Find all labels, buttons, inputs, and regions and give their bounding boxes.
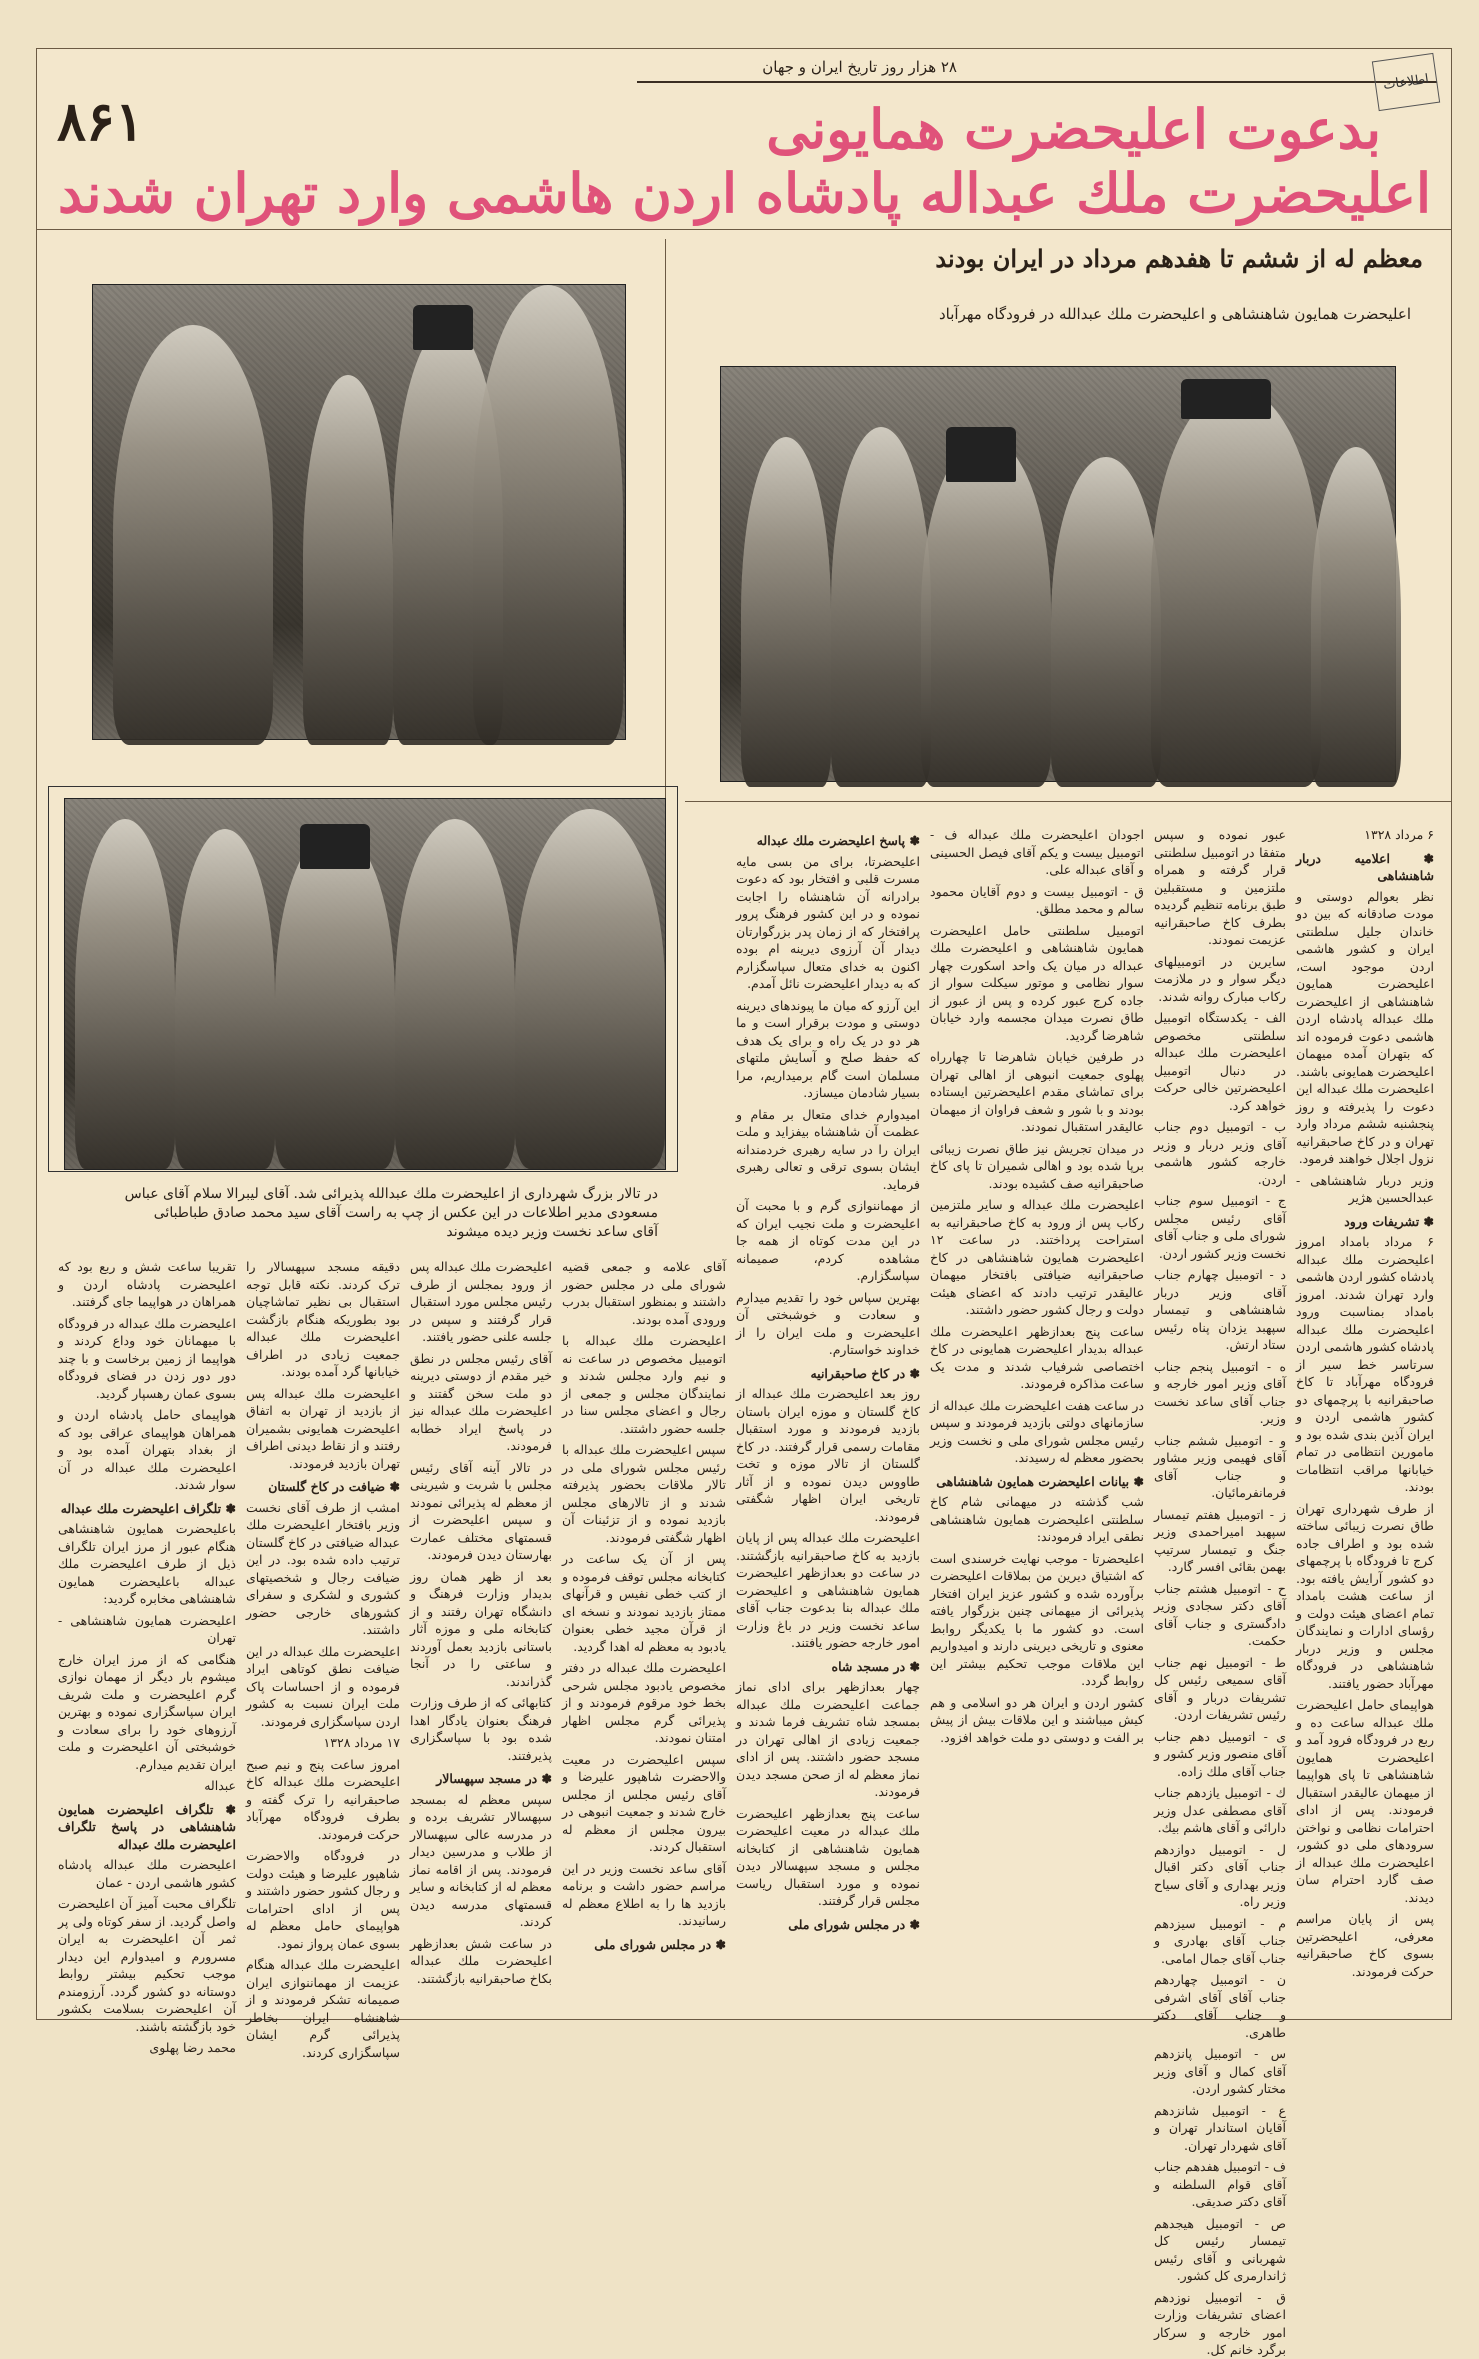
article-column-3 <box>930 826 1144 2006</box>
article-paragraph: سپس اعلیحضرت در معیت والاحضرت شاهپور علیرضا و آقای رئیس مجلس از مجلس خارج شدند و جمعیت انبوهی در بیرون مجلس از معظم له استقبال کردند. <box>562 1751 726 1854</box>
article-paragraph: ق - اتومبیل بیست و دوم آقایان محمود سالم و محمد مطلق. <box>930 883 1144 916</box>
article-subheading: ✽ در کاخ صاحبقرانیه <box>810 1365 920 1381</box>
article-paragraph: ساعت پنج بعدازظهر اعلیحضرت ملك عبداله بدیدار اعلیحضرت همایونی در کاخ اختصاصی شرفیاب شدند و مدت یک ساعت مذاکره فرمودند. <box>930 1323 1144 1391</box>
photo-caption-bottom <box>58 1185 658 1242</box>
caption-line: آقای ساعد نخست وزیر دیده میشوند <box>446 1224 658 1240</box>
article-paragraph: محمد رضا پهلوی <box>149 2040 236 2055</box>
article-paragraph: آقای علامه و جمعی قضیه شورای ملی در مجلس حضور داشتند و بمنظور استقبال بدرب ورودی آمده بودند. <box>562 1259 726 1327</box>
article-subheading: ✽ تشریفات ورود <box>1344 1213 1434 1229</box>
column-divider <box>665 239 666 799</box>
article-paragraph: در ساعت شش بعدازظهر اعلیحضرت ملك عبداله بکاخ صاحبقرانیه بازگشتند. <box>410 1935 552 1986</box>
article-paragraph: وزیر دربار شاهنشاهی - عبدالحسین هژیر <box>1296 1172 1434 1205</box>
article-paragraph: سایرین در اتومبیلهای دیگر سوار و در ملازمت رکاب مبارک روانه شدند. <box>1154 953 1286 1004</box>
article-paragraph: نظر بعوالم دوستی و مودت صادقانه که بین دو خاندان جلیل سلطنتی ایران و کشور هاشمی اردن موجود است، اعلیحضرت همایون شاهنشاهی از اعلیحضرت ملك عبداله پادشاه اردن هاشمی دعوت فرموده اند که بتهران آمده میهمان اعلیحضرت همایونی باشند. اعلیحضرت ملك عبداله این دعوت را پذیرفته و روز پنجشنبه ششم مرداد وارد تهران و در کاخ صاحبقرانیه نزول اجلال خواهند فرمود. <box>1296 888 1434 1166</box>
article-paragraph: ز - اتومبیل هفتم تیمسار سپهبد امیراحمدی وزیر جنگ و تیمسار سرتیپ بهمن بقائی افسر گارد. <box>1154 1506 1286 1574</box>
article-paragraph: ن - اتومبیل چهاردهم جناب آقای آقای اشرفی و جناب آقای دکتر طاهری. <box>1154 1972 1286 2040</box>
article-paragraph: هواپیمای حامل اعلیحضرت ملك عبداله ساعت ده و ربع در فرودگاه فرود آمد و اعلیحضرت همایون شاهنشاهی تا پای هواپیما از میهمان عالیقدر استقبال فرمودند. پس از ادای احترامات نظامی و نواختن سرودهای ملی دو کشور، اعلیحضرت ملك عبداله از صف گارد احترام سان دیدند. <box>1296 1697 1434 1905</box>
article-subheading: ✽ در مسجد سپهسالار <box>436 1771 552 1786</box>
article-paragraph: کشور اردن و ایران هر دو اسلامی و هم کیش میباشند و این ملاقات بیش از پیش بر الفت و دوستی دو ملت خواهد افزود. <box>930 1694 1144 1745</box>
article-column-6 <box>410 1258 552 2006</box>
article-paragraph: ی - اتومبیل دهم جناب آقای منصور وزیر کشور و جناب آقای ملك زاده. <box>1154 1728 1286 1779</box>
article-paragraph: ع - اتومبیل شانزدهم آقایان استاندار تهران و آقای شهردار تهران. <box>1154 2102 1286 2153</box>
article-paragraph: آقای ساعد نخست وزیر در این مراسم حضور داشت و برنامه بازدید ها را به اطلاع معظم له رسانیدند. <box>562 1860 726 1928</box>
photo-city-hall-reception <box>64 798 666 1170</box>
article-paragraph: پس از پایان مراسم معرفی، اعلیحضرتین بسوی کاخ صاحبقرانیه حرکت فرمودند. <box>1296 1911 1434 1979</box>
article-paragraph: اعلیحضرتا - موجب نهایت خرسندی است که اشتیاق دیرین من بملاقات اعلیحضرت برآورده شده و کشور عزیز ایران افتخار پذیرائی از میهمانی چنین بزرگوار یافته است. دو کشور ما با یکدیگر روابط معنوی و تاریخی دیرینی دارند و امیدواریم این ملاقات موجب تحکیم بیشتر این روابط گردد. <box>930 1550 1144 1688</box>
article-subheading: ✽ اعلامیه دربار شاهنشاهی <box>1296 850 1434 883</box>
article-paragraph: اعلیحضرت ملك عبداله در دفتر مخصوص یادبود مجلس شرحی بخط خود مرقوم فرمودند و از پذیرائی گرم مجلس اظهار امتنان نمودند. <box>562 1660 726 1745</box>
article-paragraph: الف - یکدستگاه اتومبیل سلطنتی مخصوص اعلیحضرت ملك عبداله در دنبال اتومبیل اعلیحضرتین خالی حرکت خواهد کرد. <box>1154 1010 1286 1113</box>
article-paragraph: هواپیمای حامل پادشاه اردن و همراهان هواپیمای عراقی بود که از بغداد بتهران آمده بود و اعلیحضرت ملك عبداله در آن سوار شدند. <box>58 1407 236 1492</box>
headline-line2: اعلیحضرت ملك عبداله پادشاه اردن هاشمی وارد تهران شدند <box>58 161 1431 225</box>
article-column-8 <box>58 1258 236 2055</box>
article-paragraph: ساعت پنج بعدازظهر اعلیحضرت ملك عبداله در معیت اعلیحضرت همایون شاهنشاهی از کتابخانه مجلس و مسجد سپهسالار دیدن نموده و مورد استقبال ریاست مجلس قرار گرفتند. <box>736 1805 920 1908</box>
article-paragraph: م - اتومبیل سیزدهم جناب آقای بهادری و جناب آقای جمال امامی. <box>1154 1915 1286 1966</box>
article-paragraph: اعلیحضرت ملك عبداله با اتومبیل مخصوص در ساعت نه و نیم وارد مجلس شدند و نمایندگان مجلس و جمعی از رجال و اعضای مجلس سنا در جلسه حضور داشتند. <box>562 1333 726 1436</box>
article-paragraph: امشب از طرف آقای نخست وزیر بافتخار اعلیحضرت ملك عبداله ضیافتی در کاخ گلستان ترتیب داده شده بود. در این ضیافت رجال و شخصیتهای کشوری و لشکری و سفرای کشورهای خارجی حضور داشتند. <box>246 1499 400 1637</box>
article-paragraph: چهار بعدازظهر برای ادای نماز جماعت اعلیحضرت ملك عبداله بمسجد شاه تشریف فرما شدند و جمعیت زیادی از اهالی تهران در مسجد حضور داشتند. پس از ادای نماز معظم له از صحن مسجد دیدن فرمودند. <box>736 1679 920 1799</box>
article-paragraph: بعد از ظهر همان روز بدیدار وزارت فرهنگ و دانشگاه تهران رفتند و از کتابخانه ملی و موزه آثار باستانی بازدید بعمل آوردند و ساعتی را در آنجا گذراندند. <box>410 1568 552 1689</box>
article-paragraph: در طرفین خیابان شاهرضا تا چهارراه پهلوی جمعیت انبوهی از اهالی تهران برای تماشای مقدم اعلیحضرتین ایستاده بودند و با شور و شعف فراوان از میهمان عالیقدر استقبال نمودند. <box>930 1049 1144 1134</box>
article-paragraph: پس از آن یک ساعت در کتابخانه مجلس توقف فرموده و از کتب خطی نفیس و قرآنهای ممتاز بازدید نمودند و نسخه ای از قرآن مجید خطی بعنوان یادبود به معظم له اهدا گردید. <box>562 1551 726 1654</box>
article-column-7 <box>246 1258 400 2060</box>
article-paragraph: سپس معظم له بمسجد سپهسالار تشریف برده و در مدرسه عالی سپهسالار از طلاب و مدرسین دیدار فرمودند. پس از اقامه نماز معظم له از کتابخانه و سایر قسمتهای مدرسه دیدن کردند. <box>410 1791 552 1929</box>
article-subheading: ✽ بیانات اعلیحضرت همایون شاهنشاهی <box>936 1473 1144 1489</box>
article-paragraph: س - اتومبیل پانزدهم آقای کمال و آقای وزیر مختار کشور اردن. <box>1154 2046 1286 2096</box>
article-paragraph: شب گذشته در میهمانی شام کاخ سلطنتی اعلیحضرت همایون شاهنشاهی نطقی ایراد فرمودند: <box>930 1494 1144 1544</box>
article-paragraph: در تالار آینه آقای رئیس مجلس با شربت و شیرینی از معظم له پذیرائی نمودند و سپس اعلیحضرت از قسمتهای مختلف عمارت بهارستان دیدن فرمودند. <box>410 1459 552 1562</box>
article-paragraph: ط - اتومبیل نهم جناب آقای سمیعی رئیس کل تشریفات دربار و آقای رئیس تشریفات اردن. <box>1154 1654 1286 1722</box>
article-paragraph: روز بعد اعلیحضرت ملك عبداله از کاخ گلستان و موزه ایران باستان بازدید فرمودند و مورد استقبال مقامات رسمی قرار گرفتند. در کاخ گلستان از تالار موزه و تخت طاووس دیدن نموده و از آثار تاریخی ایران اظهار شگفتی فرمودند. <box>736 1386 920 1524</box>
article-paragraph: ص - اتومبیل هیجدهم تیمسار رئیس کل شهربانی و آقای رئیس ژاندارمری کل کشور. <box>1154 2215 1286 2283</box>
caption-line: در تالار بزرگ شهرداری از اعلیحضرت ملك عبدالله پذیرائی شد. آقای لیبرالا سلام آقای عباس <box>124 1186 658 1202</box>
header-strip-text: ۲۸ هزار روز تاریخ ایران و جهان <box>762 58 957 76</box>
article-paragraph: ك - اتومبیل یازدهم جناب آقای مصطفی عدل وزیر دارائی و آقای هاشم بیك. <box>1154 1785 1286 1835</box>
article-paragraph: عبداله <box>204 1778 236 1793</box>
article-paragraph: از مهماننوازی گرم و با محبت آن اعلیحضرت و ملت نجیب ایران که در این مدت کوتاه از همه جا مشاهده کردم، صمیمانه سپاسگزارم. <box>736 1198 920 1283</box>
article-subheading: ✽ در مجلس شورای ملی <box>788 1916 920 1932</box>
article-paragraph: ب - اتومبیل دوم جناب آقای وزیر دربار و وزیر خارجه کشور هاشمی اردن. <box>1154 1119 1286 1187</box>
article-paragraph: اعلیحضرت همایون شاهنشاهی - تهران <box>58 1612 236 1645</box>
section-divider <box>685 801 1451 802</box>
caption-line: مسعودی مدیر اطلاعات در این عکس از چپ به راست آقای سید محمد صادق طباطبائی <box>153 1205 658 1221</box>
article-paragraph: د - اتومبیل چهارم جناب آقای وزیر دربار شاهنشاهی و تیمسار سپهبد یزدان پناه رئیس ستاد ارتش. <box>1154 1267 1286 1352</box>
article-paragraph: کتابهائی که از طرف وزارت فرهنگ بعنوان یادگار اهدا شده بود با سپاسگزاری پذیرفتند. <box>410 1695 552 1763</box>
article-paragraph: این آرزو که میان ما پیوندهای دیرینه دوستی و مودت برقرار است و ما هر دو در یک راه و برای یک هدف که حفظ صلح و آسایش ملتهای مسلمان است گام برمیداریم، مرا بسیار شادمان میسازد. <box>736 997 920 1100</box>
article-paragraph: بهترین سپاس خود را تقدیم میدارم و سعادت و خوشبختی آن اعلیحضرت و ملت ایران را از خداوند خواستارم. <box>736 1289 920 1357</box>
photo-airport-arrival <box>720 366 1396 782</box>
article-paragraph: اعلیحضرتا، برای من بسی مایه مسرت قلبی و افتخار بود که دعوت برادرانه آن شاهنشاه را اجابت نموده و در این کشور فرهنگ پرور پرافتخار که از زمان پدر بزرگوارتان دیدار آن آرزوی دیرینه ام بوده اکنون به خدای متعال سپاسگزارم که به دیدار اعلیحضرت نائل آمدم. <box>736 853 920 991</box>
article-paragraph: اعلیحضرت ملك عبداله پس از پایان بازدید به کاخ صاحبقرانیه بازگشتند. در ساعت دو بعدازظهر اعلیحضرت همایون شاهنشاهی و اعلیحضرت ملك عبداله بنا بدعوت جناب آقای ساعد نخست وزیر در باغ وزارت امور خارجه حضور یافتند. <box>736 1530 920 1650</box>
article-paragraph: سپس اعلیحضرت ملك عبداله با رئیس مجلس شورای ملی در تالار ملاقات بحضور پذیرفته شدند و از تالارهای مجلس بازدید نموده و از تزئینات آن اظهار شگفتی فرمودند. <box>562 1442 726 1545</box>
article-paragraph: و - اتومبیل ششم جناب آقای فهیمی وزیر مشاور و جناب آقای فرمانفرمائیان. <box>1154 1432 1286 1500</box>
article-subheading: ✽ در مسجد شاه <box>831 1658 920 1674</box>
article-subheading: ✽ پاسخ اعلیحضرت ملك عبداله <box>756 833 920 848</box>
article-paragraph: اعلیحضرت ملك عبداله پس از ورود بمجلس از طرف رئیس مجلس مورد استقبال قرار گرفتند و سپس در جلسه علنی حضور یافتند. <box>410 1259 552 1344</box>
article-paragraph: ۱۷ مرداد ۱۳۲۸ <box>323 1735 400 1750</box>
article-paragraph: از طرف شهرداری تهران طاق نصرت زیبائی ساخته شده بود و اطراف جاده کرج تا فرودگاه با پرچمهای دو کشور آرایش یافته بود. از ساعت هشت بامداد تمام اعضای هیئت دولت و رؤسای ادارات و نمایندگان مجلس و وزیر دربار شاهنشاهی در فرودگاه مهرآباد حضور یافتند. <box>1296 1500 1434 1691</box>
subheadline: معظم له از ششم تا هفدهم مرداد در ایران بودند <box>935 244 1423 273</box>
article-paragraph: تلگراف محبت آمیز آن اعلیحضرت واصل گردید. از سفر کوتاه ولی پر ثمر آن اعلیحضرت به ایران مسرورم و امیدوارم این دیدار موجب تحکیم بیشتر روابط دوستانه دو کشور گردد. آرزومندم آن اعلیحضرت بسلامت بکشور خود بازگشته باشند. <box>58 1896 236 2034</box>
article-paragraph: در ساعت هفت اعلیحضرت ملك عبداله از سازمانهای دولتی بازدید فرمودند و سپس رئیس مجلس شورای ملی و نخست وزیر بحضور معظم له رسیدند. <box>930 1397 1144 1465</box>
article-paragraph: اتومبیل سلطنتی حامل اعلیحضرت همایون شاهنشاهی و اعلیحضرت ملك عبداله در میان یک واحد اسکورت چهار سوار نظامی و موتور سیکلت سوار از جاده کرج عبور کرده و پس از عبور از طاق نصرت میدان مجسمه وارد خیابان شاهرضا گردید. <box>930 922 1144 1043</box>
article-paragraph: دقیقه مسجد سپهسالار را ترک کردند. نکته قابل توجه استقبال بی نظیر تماشاچیان بود بطوریکه هنگام بازگشت اعلیحضرت ملك عبداله جمعیت زیادی در اطراف خیابانها گرد آمده بودند. <box>246 1259 400 1379</box>
article-paragraph: امیدوارم خدای متعال بر مقام و عظمت آن شاهنشاه بیفزاید و ملت ایران را در سایه رهبری خردمندانه ایشان بسوی ترقی و تعالی رهبری فرماید. <box>736 1106 920 1192</box>
article-paragraph: آقای رئیس مجلس در نطق خیر مقدم از دوستی دیرینه دو ملت سخن گفتند و اعلیحضرت ملك عبداله نیز در پاسخ ایراد خطابه فرمودند. <box>410 1350 552 1453</box>
article-paragraph: ل - اتومبیل دوازدهم جناب آقای دکتر اقبال وزیر بهداری و آقای سیاح وزیر راه. <box>1154 1841 1286 1909</box>
article-paragraph: اعلیحضرت ملك عبداله پادشاه کشور هاشمی اردن - عمان <box>58 1857 236 1890</box>
article-paragraph: در میدان تجریش نیز طاق نصرت زیبائی برپا شده بود و اهالی شمیران تا پای کاخ صاحبقرانیه صف کشیده بودند. <box>930 1140 1144 1191</box>
headline-divider <box>37 229 1451 230</box>
article-paragraph: اعلیحضرت ملك عبداله پس از بازدید از تهران به اتفاق اعلیحضرت همایونی بشمیران رفتند و از نقاط دیدنی اطراف تهران بازدید فرمودند. <box>246 1385 400 1471</box>
article-subheading: ✽ ضیافت در کاخ گلستان <box>268 1479 400 1494</box>
headline-line1: بدعوت اعلیحضرت همایونی <box>766 97 1381 161</box>
article-paragraph: اعلیحضرت ملك عبداله و سایر ملتزمین رکاب پس از ورود به کاخ صاحبقرانیه به استراحت پرداختند. در ساعت ۱۲ اعلیحضرت همایون شاهنشاهی در کاخ صاحبقرانیه ضیافتی بافتخار میهمان عالیقدر ترتیب دادند که اعضای هیئت دولت و رجال کشور حضور داشتند. <box>930 1197 1144 1317</box>
header-strip <box>637 55 1437 83</box>
newspaper-logo: اطلاعات <box>1372 53 1440 111</box>
article-paragraph: امروز ساعت پنج و نیم صبح اعلیحضرت ملك عبداله کاخ صاحبقرانیه را ترک گفته و بطرف فرودگاه مهرآباد حرکت فرمودند. <box>246 1756 400 1842</box>
article-paragraph: ج - اتومبیل سوم جناب آقای رئیس مجلس شورای ملی و جناب آقای نخست وزیر کشور اردن. <box>1154 1193 1286 1261</box>
article-paragraph: باعلیحضرت همایون شاهنشاهی هنگام عبور از مرز ایران تلگراف ذیل از طرف اعلیحضرت ملك عبداله باعلیحضرت همایون شاهنشاهی مخابره گردید: <box>58 1521 236 1606</box>
article-paragraph: اجودان اعلیحضرت ملك عبداله ف - اتومبیل بیست و یکم آقای فیصل الحسینی و آقای عبداله علی. <box>930 827 1144 877</box>
photo-caption-right: اعلیحضرت همایون شاهنشاهی و اعلیحضرت ملك عبدالله در فرودگاه مهرآباد <box>938 305 1411 323</box>
article-paragraph: عبور نموده و سپس متفقا در اتومبیل سلطنتی قرار گرفته و همراه ملتزمین و مستقبلین طبق برنامه تنظیم گردیده بطرف کاخ صاحبقرانیه عزیمت نمودند. <box>1154 827 1286 947</box>
article-column-4 <box>736 826 920 2006</box>
article-paragraph: ف - اتومبیل هفدهم جناب آقای قوام السلطنه و آقای دکتر صدیقی. <box>1154 2159 1286 2209</box>
article-paragraph: اعلیحضرت ملك عبداله در این ضیافت نطق کوتاهی ایراد فرموده و از احساسات پاک ملت ایران نسبت به کشور اردن سپاسگزاری فرمودند. <box>246 1643 400 1729</box>
article-paragraph: هنگامی که از مرز ایران خارج میشوم بار دیگر از مهمان نوازی گرم اعلیحضرت و ملت شریف ایران سپاسگزاری نموده و بهترین آرزوهای خود را برای سعادت و خوشبختی آن اعلیحضرت و ملت ایران تقدیم میدارم. <box>58 1651 236 1772</box>
article-paragraph: ق - اتومبیل نوزدهم اعضای تشریفات وزارت امور خارجه و سرکار برگرد خانم کل. <box>1154 2289 1286 2357</box>
article-paragraph: اعلیحضرت ملك عبداله هنگام عزیمت از مهماننوازی ایران صمیمانه تشکر فرمودند و از شاهنشاه ایران بخاطر پذیرائی گرم ایشان سپاسگزاری کردند. <box>246 1957 400 2060</box>
article-paragraph: ح - اتومبیل هشتم جناب آقای دکتر سجادی وزیر دادگستری و جناب آقای حکمت. <box>1154 1580 1286 1648</box>
article-paragraph: تقریبا ساعت شش و ربع بود که اعلیحضرت پادشاه اردن و همراهان در هواپیما جای گرفتند. <box>58 1259 236 1309</box>
article-paragraph: ۶ مرداد بامداد امروز اعلیحضرت ملك عبداله پادشاه کشور اردن هاشمی وارد تهران شدند. امروز بامداد بمناسبت ورود اعلیحضرت ملك عبداله پادشاه کشور هاشمی اردن سرتاسر خط سیر از فرودگاه مهرآباد تا کاخ صاحبقرانیه با پرچمهای دو کشور هاشمی اردن و ایران آذین بندی شده بود و مامورین انتظامی در تمام خیابانها مراقب انتظامات بودند. <box>1296 1234 1434 1494</box>
article-paragraph: در فرودگاه والاحضرت شاهپور علیرضا و هیئت دولت و رجال کشور حضور داشتند و پس از ادای احترامات هواپیمای حامل معظم له بسوی عمان پرواز نمود. <box>246 1848 400 1951</box>
article-subheading: ✽ تلگراف اعلیحضرت همایون شاهنشاهی در پاسخ تلگراف اعلیحضرت ملك عبداله <box>58 1801 236 1852</box>
article-paragraph: ه - اتومبیل پنجم جناب آقای وزیر امور خارجه و جناب آقای ساعد نخست وزیر. <box>1154 1358 1286 1426</box>
article-column-5 <box>562 1258 726 2006</box>
article-subheading: ✽ در مجلس شورای ملی <box>594 1936 726 1952</box>
article-paragraph: اعلیحضرت ملك عبداله در فرودگاه با میهمانان خود وداع کردند و هواپیما از زمین برخاست و با چند دور دور زدن در فضای فرودگاه بسوی عمان رهسپار گردید. <box>58 1315 236 1401</box>
article-column-2 <box>1154 826 1286 2357</box>
photo-king-greeting <box>92 284 626 740</box>
article-subheading: ✽ تلگراف اعلیحضرت ملك عبداله <box>60 1500 236 1516</box>
article-column-1 <box>1296 826 1434 2006</box>
article-paragraph: ۶ مرداد ۱۳۲۸ <box>1364 827 1434 842</box>
page-number: ۸۶۱ <box>57 89 145 153</box>
